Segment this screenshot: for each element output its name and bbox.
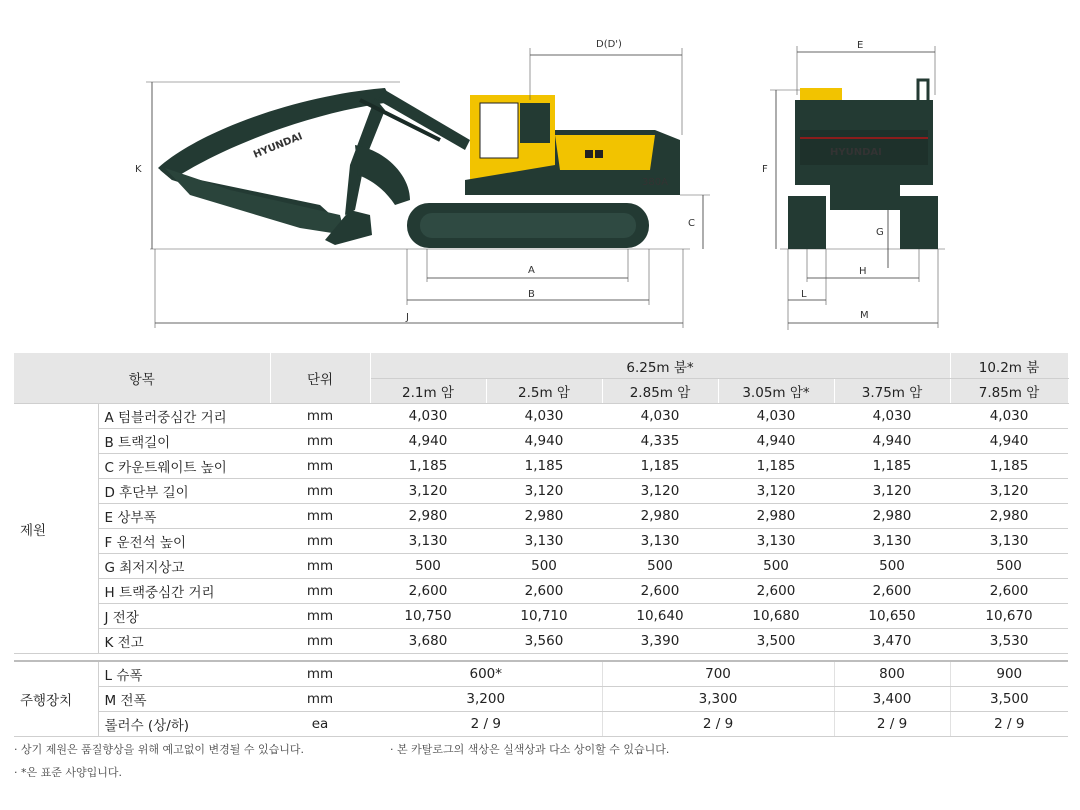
cell-value: 4,940: [834, 429, 950, 454]
row-item: D 후단부 길이: [98, 479, 270, 504]
cell-value: 2,980: [950, 504, 1068, 529]
cell-value: 500: [602, 554, 718, 579]
table-row: [14, 629, 1068, 654]
cell-value: 500: [370, 554, 486, 579]
cell-value: 2,600: [950, 579, 1068, 604]
cell-value: 500: [950, 554, 1068, 579]
excavator-side-view: [158, 88, 680, 248]
cell-value: 2 / 9: [834, 712, 950, 737]
cell-value: 10,640: [602, 604, 718, 629]
row-unit: mm: [270, 661, 370, 687]
cell-value: 3,120: [718, 479, 834, 504]
cell-value: 4,030: [834, 404, 950, 429]
section-label-undercarriage: 주행장치: [14, 661, 98, 737]
header-item: 항목: [14, 353, 270, 404]
label-b: B: [528, 289, 535, 300]
cell-value: 3,500: [950, 687, 1068, 712]
cell-value: 3,120: [950, 479, 1068, 504]
table-row: [14, 687, 1068, 712]
header-boom-102: 10.2m 붐: [950, 353, 1068, 379]
cell-value: 4,030: [370, 404, 486, 429]
cell-value: 3,390: [602, 629, 718, 654]
cell-value: 1,185: [370, 454, 486, 479]
cell-value: 3,130: [602, 529, 718, 554]
label-d: D(D'): [596, 39, 622, 50]
model-badge: 380A: [642, 177, 668, 188]
section-divider: [14, 654, 1068, 662]
cell-value: 500: [834, 554, 950, 579]
footnote: · 상기 제원은 품질향상을 위해 예고없이 변경될 수 있습니다.: [14, 743, 304, 756]
spec-table: [14, 353, 1069, 737]
cell-value: 4,335: [602, 429, 718, 454]
label-h: H: [859, 266, 867, 277]
cell-value: 800: [834, 661, 950, 687]
row-unit: mm: [270, 479, 370, 504]
row-unit: mm: [270, 504, 370, 529]
table-row: [14, 429, 1068, 454]
row-item: B 트랙길이: [98, 429, 270, 454]
table-row: [14, 712, 1068, 737]
label-j: J: [406, 312, 409, 323]
row-unit: mm: [270, 579, 370, 604]
row-item: H 트랙중심간 거리: [98, 579, 270, 604]
cell-value: 600*: [370, 661, 602, 687]
cell-value: 2 / 9: [602, 712, 834, 737]
cell-value: 1,185: [718, 454, 834, 479]
cell-value: 4,030: [602, 404, 718, 429]
row-item: M 전폭: [98, 687, 270, 712]
table-row: [14, 579, 1068, 604]
label-k: K: [135, 164, 142, 175]
cell-value: 1,185: [602, 454, 718, 479]
label-l: L: [801, 289, 807, 300]
excavator-rear-view: [788, 80, 938, 249]
cell-value: 2,600: [486, 579, 602, 604]
row-item: C 카운트웨이트 높이: [98, 454, 270, 479]
cell-value: 1,185: [950, 454, 1068, 479]
cell-value: 2,600: [718, 579, 834, 604]
header-col: 7.85m 암: [950, 379, 1068, 404]
cell-value: 3,680: [370, 629, 486, 654]
cell-value: 3,130: [834, 529, 950, 554]
table-row: [14, 604, 1068, 629]
cell-value: 900: [950, 661, 1068, 687]
cell-value: 2,600: [834, 579, 950, 604]
cell-value: 3,120: [602, 479, 718, 504]
table-row: [14, 529, 1068, 554]
cell-value: 2,980: [602, 504, 718, 529]
cell-value: 2,980: [834, 504, 950, 529]
row-unit: ea: [270, 712, 370, 737]
cell-value: 10,750: [370, 604, 486, 629]
row-item: F 운전석 높이: [98, 529, 270, 554]
table-row: [14, 454, 1068, 479]
cell-value: 2,600: [602, 579, 718, 604]
cell-value: 4,940: [370, 429, 486, 454]
cell-value: 4,030: [718, 404, 834, 429]
row-unit: mm: [270, 604, 370, 629]
cell-value: 2,980: [370, 504, 486, 529]
cell-value: 3,120: [834, 479, 950, 504]
cell-value: 3,530: [950, 629, 1068, 654]
cell-value: 2 / 9: [950, 712, 1068, 737]
header-col: 3.05m 암*: [718, 379, 834, 404]
cell-value: 3,130: [486, 529, 602, 554]
cell-value: 10,710: [486, 604, 602, 629]
cell-value: 4,030: [950, 404, 1068, 429]
row-item: K 전고: [98, 629, 270, 654]
cell-value: 2,980: [718, 504, 834, 529]
section-label-specs: 제원: [14, 404, 98, 654]
header-unit: 단위: [270, 353, 370, 404]
row-unit: mm: [270, 529, 370, 554]
table-row: [14, 554, 1068, 579]
table-row: [14, 661, 1068, 687]
cell-value: 3,500: [718, 629, 834, 654]
cell-value: 500: [486, 554, 602, 579]
label-g: G: [876, 227, 884, 238]
cell-value: 500: [718, 554, 834, 579]
cell-value: 3,200: [370, 687, 602, 712]
row-item: 롤러수 (상/하): [98, 712, 270, 737]
cell-value: 4,940: [486, 429, 602, 454]
cell-value: 10,670: [950, 604, 1068, 629]
cell-value: 2,980: [486, 504, 602, 529]
cell-value: 4,940: [950, 429, 1068, 454]
label-m: M: [860, 310, 869, 321]
footnote: · 본 카탈로그의 색상은 실색상과 다소 상이할 수 있습니다.: [390, 743, 670, 756]
row-item: E 상부폭: [98, 504, 270, 529]
cell-value: 1,185: [834, 454, 950, 479]
row-item: G 최저지상고: [98, 554, 270, 579]
cell-value: 3,400: [834, 687, 950, 712]
row-unit: mm: [270, 404, 370, 429]
cell-value: 700: [602, 661, 834, 687]
cell-value: 3,560: [486, 629, 602, 654]
cell-value: 3,130: [370, 529, 486, 554]
brand-logo: HYUNDAI: [252, 131, 305, 161]
cell-value: 3,120: [486, 479, 602, 504]
label-e: E: [857, 40, 864, 51]
cell-value: 4,940: [718, 429, 834, 454]
header-col: 2.1m 암: [370, 379, 486, 404]
label-f: F: [762, 164, 768, 175]
cell-value: 10,680: [718, 604, 834, 629]
row-item: L 슈폭: [98, 661, 270, 687]
cell-value: 3,130: [718, 529, 834, 554]
row-unit: mm: [270, 454, 370, 479]
cell-value: 3,300: [602, 687, 834, 712]
cell-value: 1,185: [486, 454, 602, 479]
cell-value: 2 / 9: [370, 712, 602, 737]
excavator-dimension-diagram: [0, 0, 1080, 340]
row-unit: mm: [270, 687, 370, 712]
table-row: [14, 479, 1068, 504]
header-col: 2.85m 암: [602, 379, 718, 404]
header-col: 3.75m 암: [834, 379, 950, 404]
cell-value: 4,030: [486, 404, 602, 429]
cell-value: 10,650: [834, 604, 950, 629]
row-unit: mm: [270, 629, 370, 654]
cell-value: 3,130: [950, 529, 1068, 554]
cell-value: 2,600: [370, 579, 486, 604]
rear-brand-logo: HYUNDAI: [830, 147, 882, 158]
row-unit: mm: [270, 429, 370, 454]
table-row: [14, 504, 1068, 529]
cell-value: 3,470: [834, 629, 950, 654]
row-item: J 전장: [98, 604, 270, 629]
table-row: [14, 404, 1068, 429]
cell-value: 3,120: [370, 479, 486, 504]
header-col: 2.5m 암: [486, 379, 602, 404]
label-c: C: [688, 218, 695, 229]
header-boom-625: 6.25m 붐*: [370, 353, 950, 379]
row-unit: mm: [270, 554, 370, 579]
label-a: A: [528, 265, 535, 276]
row-item: A 텀블러중심간 거리: [98, 404, 270, 429]
footnote: · *은 표준 사양입니다.: [14, 766, 122, 779]
